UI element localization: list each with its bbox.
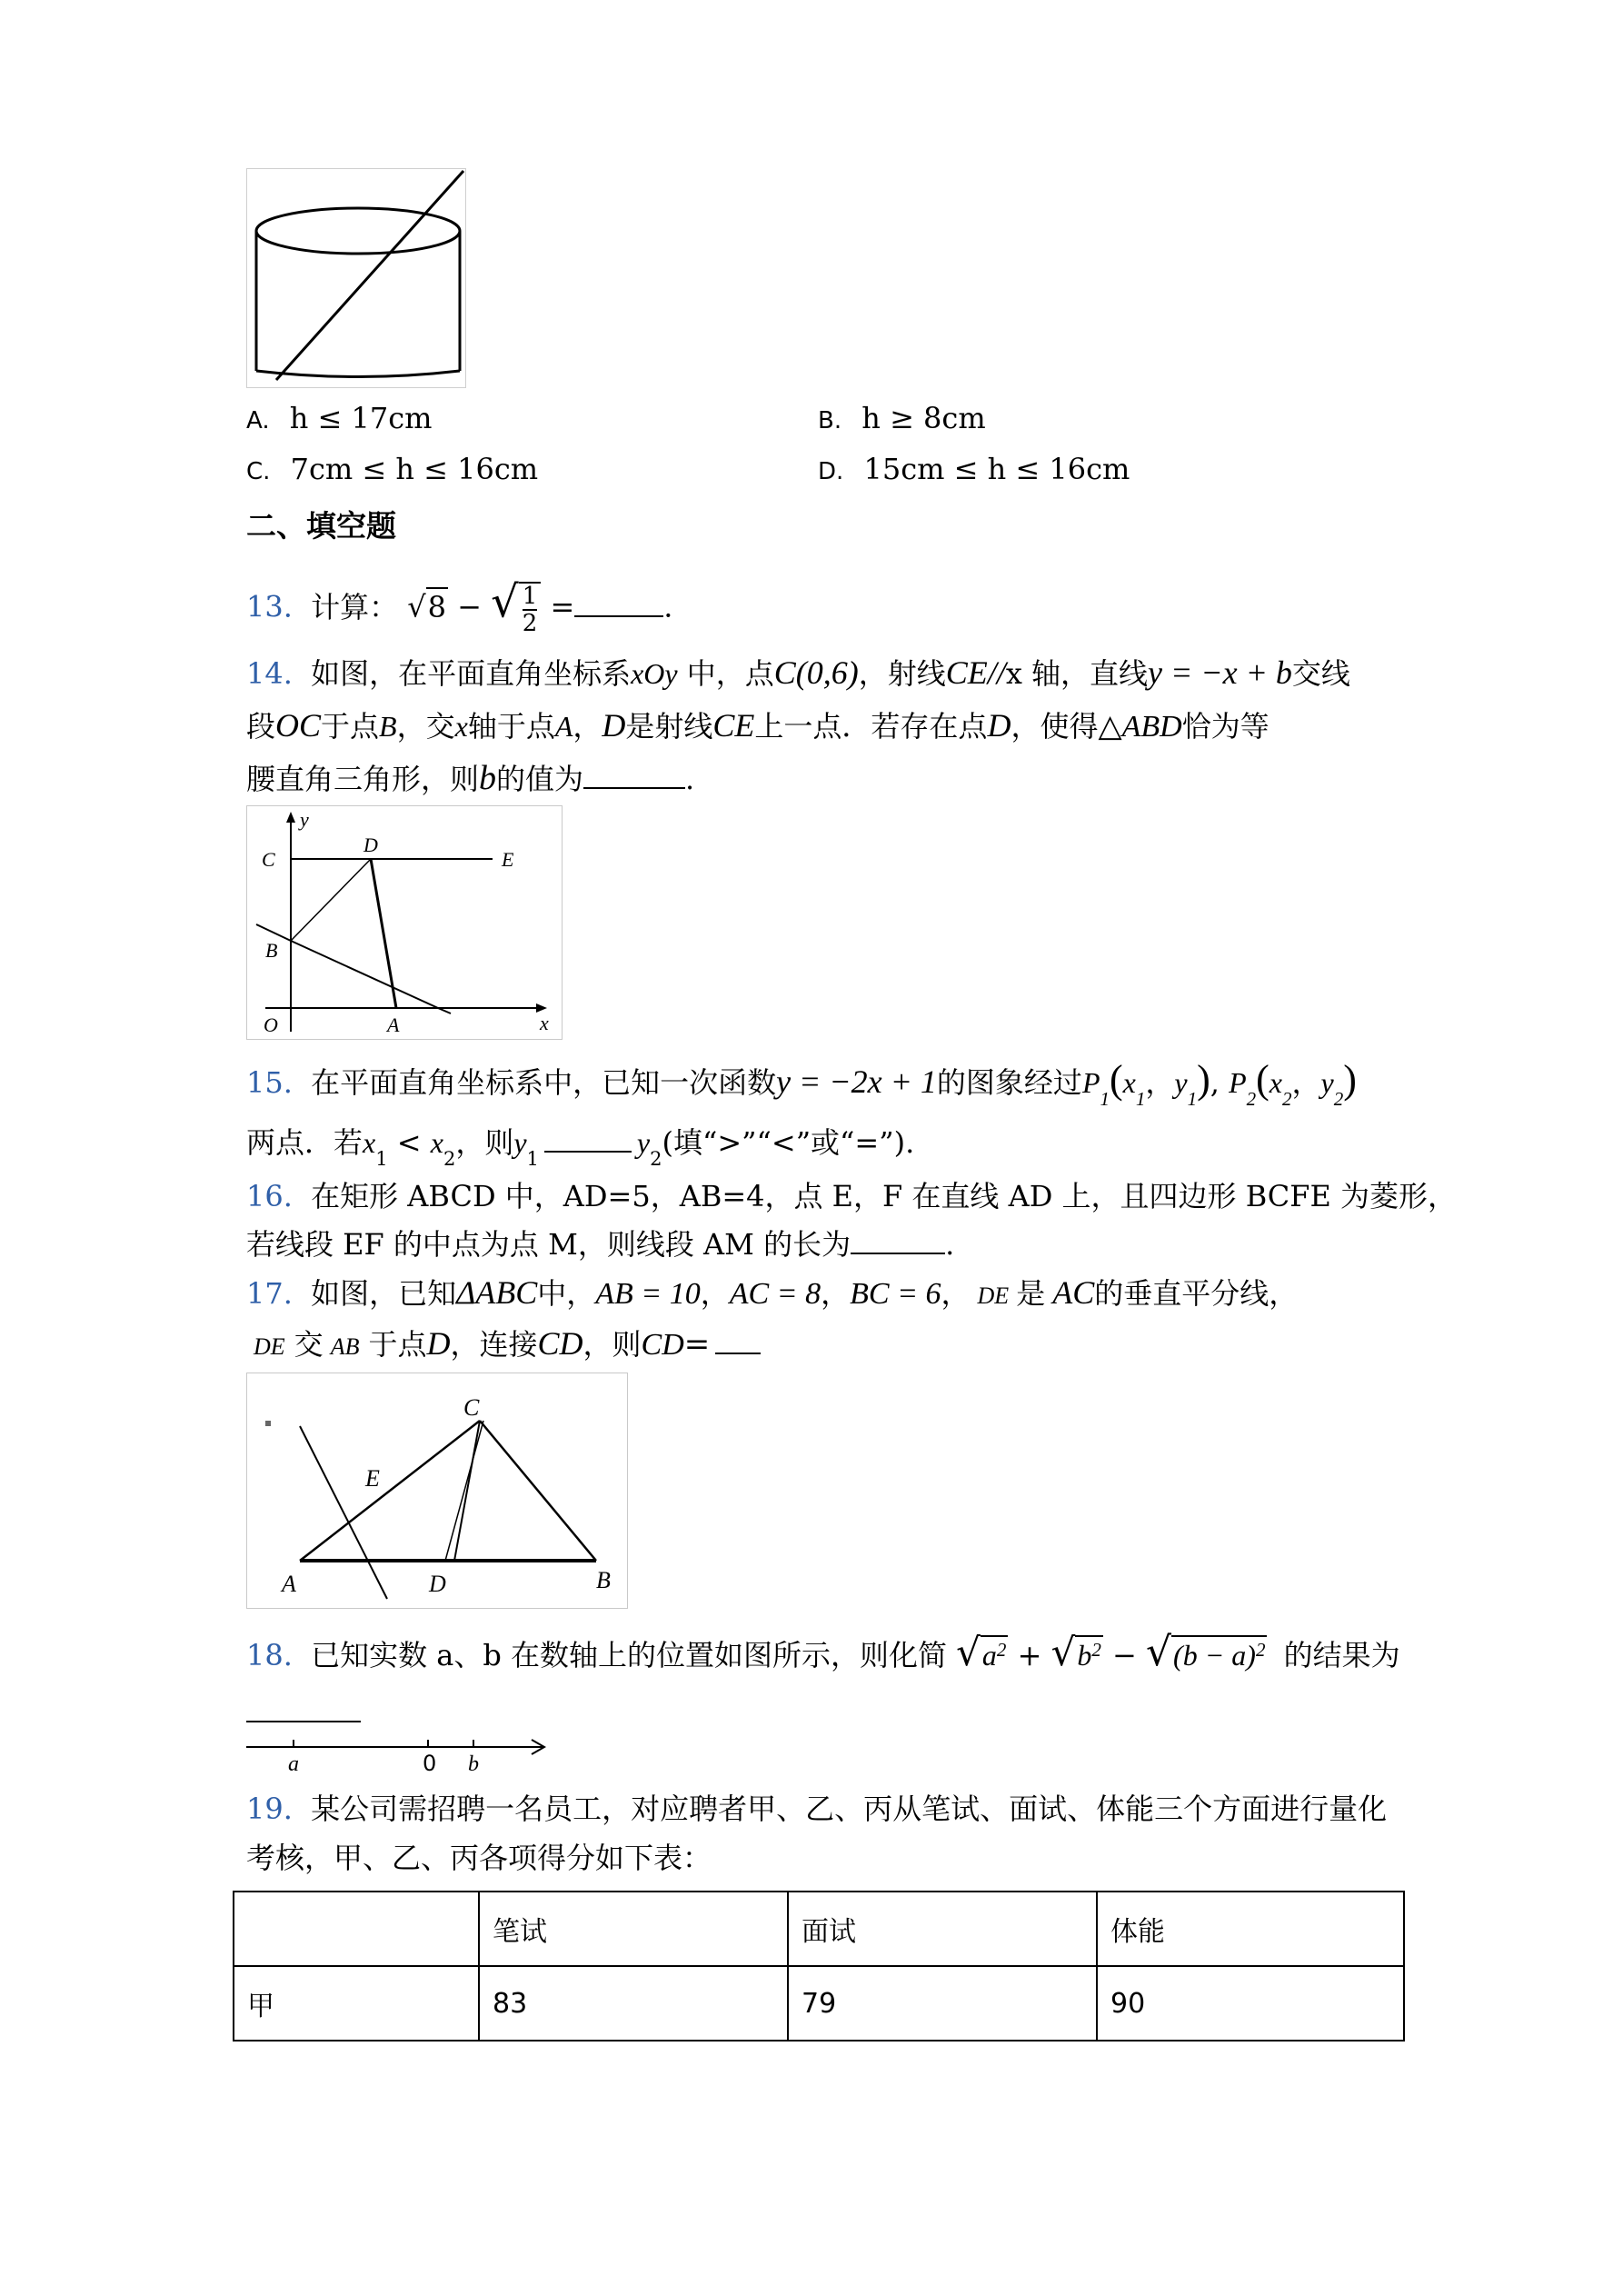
q15-number: 15.	[246, 1065, 293, 1100]
q18-axis-drawing	[246, 1731, 555, 1776]
q17-ab: AB = 10	[595, 1277, 701, 1311]
q15-y: y	[636, 1126, 651, 1159]
q13-answer-blank[interactable]	[574, 588, 663, 617]
q13-sqrt-sign: √	[407, 589, 426, 624]
option-d-letter: D.	[818, 458, 844, 485]
q18-r3: (b − a)	[1173, 1639, 1256, 1672]
q17-triangle: ΔABC	[456, 1274, 538, 1311]
q14-text: 上一点．若存在点	[754, 709, 988, 744]
q15-sub: 1	[1100, 1088, 1110, 1110]
q17-text: ，	[821, 1276, 851, 1311]
q14-b-var: b	[479, 759, 497, 797]
q14-a: A	[554, 710, 573, 743]
q17-fig-label-a: A	[282, 1571, 296, 1597]
q14-text: 轴于点	[467, 709, 555, 744]
table-header-cell	[234, 1892, 479, 1966]
table-header-row	[234, 1892, 1404, 1966]
q17-bc: BC = 6	[850, 1277, 941, 1311]
q17-drawing	[247, 1373, 627, 1608]
q17-text: 中，	[537, 1276, 596, 1311]
q15-sub: 2	[650, 1148, 662, 1170]
q16-text-1: 在矩形 ABCD 中，AD=5，AB=4，点 E，F 在直线 AD 上，且四边形 BCFE 为菱形，	[311, 1179, 1458, 1213]
q14-end: .	[685, 762, 695, 796]
q16-text-2: 若线段 EF 的中点为点 M，则线段 AM 的长为	[246, 1227, 851, 1262]
chopstick	[276, 171, 463, 380]
q17-de: DE	[254, 1333, 285, 1360]
q14-text: ，交	[396, 709, 455, 744]
q18-r2: b	[1077, 1639, 1092, 1672]
q15-sub: 2	[1246, 1088, 1257, 1110]
q14-answer-blank[interactable]	[583, 760, 685, 789]
q15-text-a: 两点．若	[246, 1125, 363, 1160]
q13-radicand: 8	[426, 587, 448, 625]
question-15-line-1: 15. 在平面直角坐标系中，已知一次函数y = −2x + 1的图象经过$P_1(x_1$，$y_1$), $P_2(x_2$，$y_2$)	[246, 1057, 1357, 1110]
q15-sub: 1	[1135, 1088, 1146, 1110]
q15-p: P	[1081, 1066, 1100, 1099]
q18-answer-blank[interactable]	[246, 1721, 361, 1722]
q17-text: 的垂直平分线，	[1094, 1276, 1299, 1311]
q16-end: .	[945, 1227, 955, 1262]
q15-text-c: (填“>”“<”或“=”).	[662, 1125, 915, 1160]
q17-ab: AB	[330, 1333, 360, 1360]
table-row	[234, 1966, 1404, 2041]
q15-x: x	[1122, 1066, 1136, 1099]
question-19-line-1	[246, 1791, 1387, 1827]
q17-fig-label-b: B	[596, 1567, 611, 1593]
q14-text: ，使得	[1011, 709, 1099, 744]
q15-p: P	[1229, 1066, 1247, 1099]
q14-fig-label-o: O	[264, 1013, 278, 1036]
q13-frac-num: 1	[522, 583, 538, 610]
question-16-line-2	[246, 1225, 954, 1263]
q18-r1: a	[981, 1639, 997, 1672]
q18-axis-label-a: a	[288, 1752, 299, 1776]
q14-fig-label-y: y	[300, 808, 309, 831]
table-cell: 甲	[234, 1966, 479, 2041]
q13-prefix: 计算：	[311, 589, 399, 624]
q17-text: ，则	[582, 1327, 642, 1362]
q14-fig-label-c: C	[262, 848, 275, 871]
q19-number: 19.	[246, 1792, 293, 1826]
section-title: 二、填空题	[246, 508, 396, 544]
q13-minus: −	[457, 589, 482, 624]
option-c-text: 7cm ≤ h ≤ 16cm	[290, 452, 539, 486]
q18-sq: 2	[1091, 1639, 1101, 1661]
q14-d2: D	[987, 707, 1011, 744]
q14-text: 段	[246, 709, 276, 744]
q17-figure	[246, 1373, 628, 1609]
q15-comma: ，	[1145, 1066, 1175, 1099]
q17-text: ，连接	[450, 1327, 538, 1362]
q15-sub: 1	[1187, 1088, 1198, 1110]
q18-axis-label-b: b	[468, 1752, 479, 1776]
q17-text: ，	[941, 1276, 971, 1311]
q16-answer-blank[interactable]	[851, 1225, 945, 1254]
option-d-text: 15cm ≤ h ≤ 16cm	[863, 452, 1130, 486]
q14-figure	[246, 805, 563, 1040]
table-header-cell: 笔试	[479, 1892, 788, 1966]
q17-number: 17.	[246, 1276, 293, 1311]
q14-oc: OC	[275, 707, 322, 744]
question-16-line-1	[246, 1178, 1457, 1214]
q13-number: 13.	[246, 589, 293, 624]
q14-text: 的值为	[496, 762, 584, 796]
q14-text: ，	[573, 709, 602, 744]
q14-line-eq: y = −x + b	[1148, 654, 1292, 691]
question-14-line-3	[246, 760, 694, 797]
q17-text: ，	[700, 1276, 730, 1311]
q18-minus: −	[1112, 1638, 1137, 1672]
option-c-letter: C.	[246, 458, 271, 485]
question-15-line-2	[246, 1123, 915, 1170]
q18-sqrt-1: $√a^2$	[956, 1638, 1008, 1672]
q18-sq: 2	[1255, 1639, 1266, 1661]
q18-sqrt-3: $√(b - a)^2$	[1146, 1629, 1266, 1675]
q14-triangle-abd: △ABD	[1098, 710, 1182, 744]
question-13	[246, 576, 673, 637]
cylinder-figure	[246, 168, 466, 388]
q13-fraction	[519, 582, 542, 636]
q14-text: 腰直角三角形，则	[246, 762, 480, 796]
q14-fig-label-x: x	[540, 1012, 549, 1034]
q15-p2: $P_2(x_2$，$y_2$)	[1229, 1057, 1357, 1110]
question-14-line-1	[246, 654, 1350, 692]
q18-axis-label-zero: 0	[423, 1751, 437, 1776]
q13-eq: =	[550, 589, 575, 624]
q13-sqrt-frac-sign: √	[491, 576, 519, 628]
table-cell: 83	[479, 1966, 788, 2041]
option-a-letter: A.	[246, 407, 270, 434]
q14-text: ，射线	[858, 656, 946, 691]
q17-cd-2: CD	[641, 1328, 684, 1362]
question-14-line-2	[246, 707, 1270, 745]
q17-text: 于点	[368, 1327, 427, 1362]
table-cell: 79	[788, 1966, 1097, 2041]
option-d	[818, 451, 1130, 490]
q14-ce: CE	[712, 707, 755, 744]
q15-sub: 2	[1333, 1088, 1344, 1110]
q14-xoy: xOy	[631, 657, 678, 690]
q14-drawing	[247, 806, 562, 1039]
q15-sub: 2	[443, 1148, 456, 1170]
q18-end: 的结果为	[1283, 1638, 1400, 1672]
q14-number: 14.	[246, 656, 293, 691]
option-b-text: h ≥ 8cm	[861, 401, 986, 435]
q18-text: 已知实数 a、b 在数轴上的位置如图所示，则化简	[311, 1638, 947, 1672]
q17-text: 交	[294, 1327, 324, 1362]
table-header-cell: 面试	[788, 1892, 1097, 1966]
q15-y: y	[1320, 1066, 1334, 1099]
q15-text-mid: 的图象经过	[936, 1065, 1082, 1100]
q14-fig-label-a: A	[387, 1013, 400, 1036]
score-table	[233, 1891, 1405, 2041]
option-b	[818, 400, 986, 439]
q17-ac-2: AC	[1052, 1274, 1095, 1311]
q17-text: 是	[1016, 1276, 1046, 1311]
q14-fig-label-e: E	[502, 848, 514, 871]
q15-x: x	[363, 1126, 376, 1159]
q17-ac: AC = 8	[729, 1277, 821, 1311]
q14-text: 如图，在平面直角坐标系	[311, 656, 632, 691]
q18-sqrt-2: $√b^2$	[1051, 1638, 1103, 1672]
q17-fig-label-d: D	[429, 1571, 446, 1597]
option-a-text: h ≤ 17cm	[289, 401, 433, 435]
q14-text: x 轴，直线	[1005, 656, 1149, 691]
q17-eq: =	[683, 1326, 711, 1363]
q14-fig-label-b: B	[265, 939, 278, 962]
option-c	[246, 451, 538, 490]
q17-d: D	[426, 1325, 451, 1362]
q13-frac-den: 2	[522, 610, 538, 637]
q15-text-b: ，则	[455, 1125, 514, 1160]
q14-text: 是射线	[625, 709, 713, 744]
q16-number: 16.	[246, 1179, 293, 1213]
q17-fig-label-e: E	[365, 1465, 380, 1492]
q15-comma: ，	[1291, 1066, 1321, 1099]
question-17-line-2	[246, 1325, 761, 1365]
table-cell: 90	[1097, 1966, 1404, 2041]
q14-text: 交线	[1291, 656, 1350, 691]
option-a	[246, 400, 433, 439]
q15-sub: 1	[375, 1148, 388, 1170]
q14-b: B	[379, 710, 397, 743]
q17-text: 如图，已知	[311, 1276, 457, 1311]
q15-answer-blank[interactable]	[544, 1123, 632, 1153]
q18-number: 18.	[246, 1638, 293, 1672]
q15-sub: 2	[1281, 1088, 1292, 1110]
q15-sub: 1	[526, 1148, 539, 1170]
q14-text: 恰为等	[1181, 709, 1270, 744]
q14-fig-label-d: D	[363, 834, 378, 856]
question-19-line-2	[246, 1840, 712, 1876]
q19-text-2: 考核，甲、乙、丙各项得分如下表：	[246, 1841, 712, 1875]
q14-x: x	[454, 710, 468, 743]
q14-ce-parallel: CE//	[945, 654, 1006, 691]
cylinder-drawing	[247, 169, 465, 387]
q15-y: y	[1174, 1066, 1188, 1099]
q14-text: 于点	[321, 709, 380, 744]
table-header-cell: 体能	[1097, 1892, 1404, 1966]
q17-de: DE	[977, 1283, 1010, 1309]
q14-d: D	[602, 707, 626, 744]
q15-lt: <	[396, 1125, 422, 1160]
q15-y: y	[513, 1126, 527, 1159]
q17-answer-blank[interactable]	[715, 1325, 761, 1354]
q15-text: 在平面直角坐标系中，已知一次函数	[311, 1065, 777, 1100]
q15-x: x	[1269, 1066, 1282, 1099]
q17-fig-label-c: C	[463, 1394, 480, 1421]
q18-plus: +	[1017, 1638, 1042, 1672]
q15-function: y = −2x + 1	[776, 1063, 937, 1100]
question-17-line-1	[246, 1274, 1298, 1314]
option-b-letter: B.	[818, 407, 842, 434]
q14-text: 中，点	[677, 656, 774, 691]
q15-x: x	[430, 1126, 443, 1159]
q17-cd: CD	[537, 1325, 583, 1362]
q14-point-c: C(0,6)	[773, 654, 859, 691]
question-18	[246, 1629, 1400, 1677]
q18-sq: 2	[996, 1639, 1007, 1661]
q15-p1: $P_1(x_1$，$y_1$)	[1081, 1057, 1210, 1110]
q13-end: .	[663, 589, 673, 624]
q18-number-line	[246, 1731, 555, 1776]
q19-text-1: 某公司需招聘一名员工，对应聘者甲、乙、丙从笔试、面试、体能三个方面进行量化	[311, 1792, 1388, 1826]
